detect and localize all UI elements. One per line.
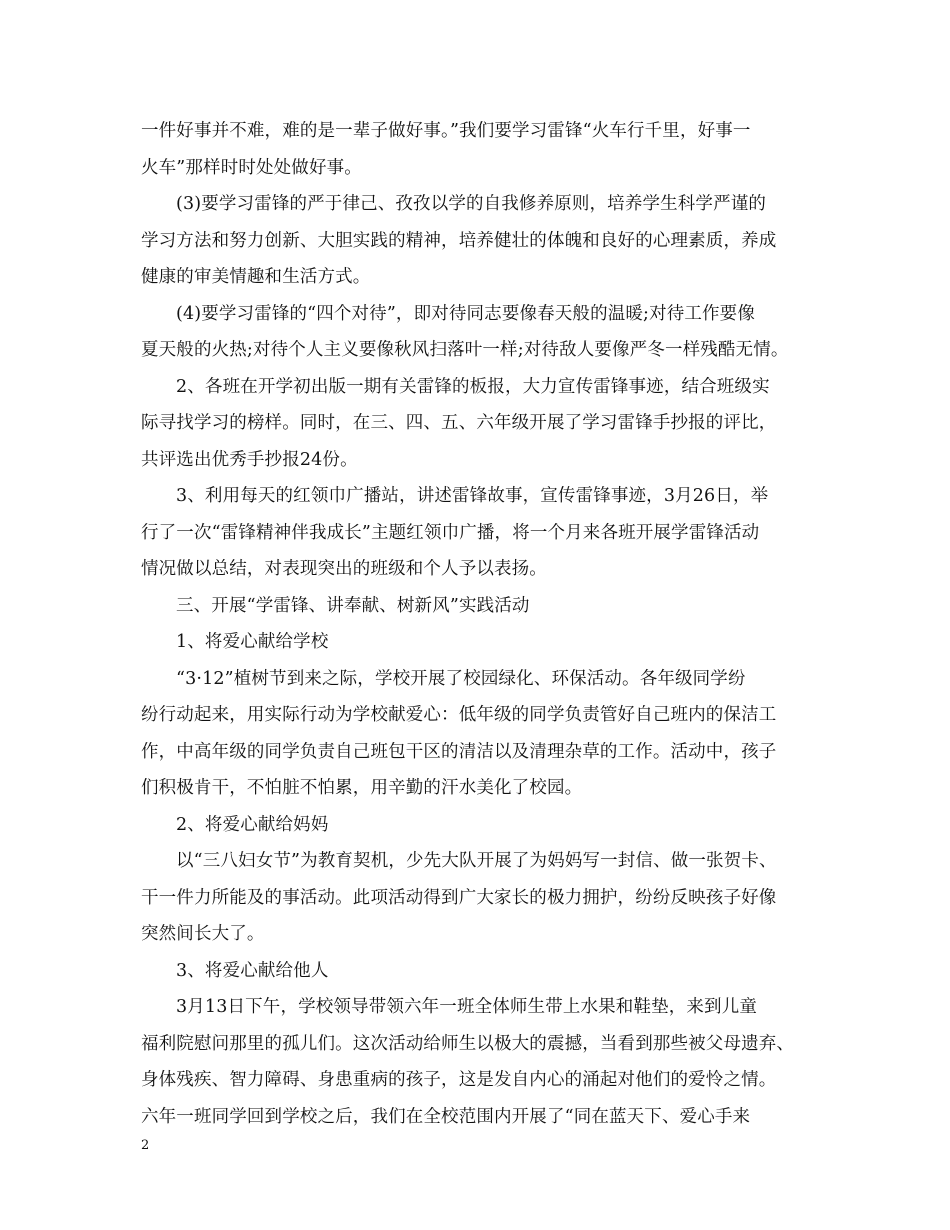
text-line: 六年一班同学回到学校之后，我们在全校范围内开展了“同在蓝天下、爱心手来	[141, 1106, 751, 1127]
text-line: 作，中高年级的同学负责自己班包干区的清洁以及清理杂草的工作。活动中，孩子	[141, 741, 777, 762]
text-line: 3月13日下午，学校领导带领六年一班全体师生带上水果和鞋垫，来到儿童	[176, 997, 757, 1017]
text-line: 一件好事并不难，难的是一辈子做好事。”我们要学习雷锋“火车行千里，好事一	[141, 121, 751, 141]
text-line: 以“三八妇女节”为教育契机，少先大队开展了为妈妈写一封信、做一张贺卡、	[176, 851, 777, 871]
text-line: “3·12”植树节到来之际，学校开展了校园绿化、环保活动。各年级同学纷	[176, 668, 746, 689]
text-line: 三、开展“学雷锋、讲奉献、树新风”实践活动	[176, 595, 530, 616]
text-line: 2、各班在开学初出版一期有关雷锋的板报，大力宣传雷锋事迹，结合班级实	[176, 376, 770, 397]
text-line: 情况做以总结，对表现突出的班级和个人予以表扬。	[141, 559, 547, 579]
page-number: 2	[141, 1138, 150, 1153]
text-line: 身体残疾、智力障碍、身患重病的孩子，这是发自内心的涌起对他们的爱怜之情。	[141, 1070, 777, 1090]
text-line: 2、将爱心献给妈妈	[176, 814, 329, 835]
text-line: 们积极肯干，不怕脏不怕累，用辛勤的汗水美化了校园。	[141, 778, 583, 798]
document-lines	[141, 113, 826, 1135]
text-line: 健康的审美情趣和生活方式。	[141, 267, 371, 287]
text-line: 突然间长大了。	[141, 924, 265, 944]
text-line: 福利院慰问那里的孤儿们。这次活动给师生以极大的震撼，当看到那些被父母遗弃、	[141, 1033, 795, 1054]
text-line: 3、利用每天的红领巾广播站，讲述雷锋故事，宣传雷锋事迹，3月26日，举	[176, 486, 769, 506]
text-line: 火车”那样时时处处做好事。	[141, 157, 362, 178]
text-line: 行了一次“雷锋精神伴我成长”主题红领巾广播，将一个月来各班开展学雷锋活动	[141, 522, 760, 543]
text-line: 夏天般的火热;对待个人主义要像秋风扫落叶一样;对待敌人要像严冬一样残酷无情。	[141, 340, 789, 360]
text-line: 学习方法和努力创新、大胆实践的精神，培养健壮的体魄和良好的心理素质，养成	[141, 230, 777, 251]
document-body	[141, 113, 826, 1135]
text-line: 共评选出优秀手抄报24份。	[141, 449, 358, 470]
text-line: 1、将爱心献给学校	[176, 632, 329, 652]
text-line: 际寻找学习的榜样。同时，在三、四、五、六年级开展了学习雷锋手抄报的评比，	[141, 413, 777, 433]
text-line: 干一件力所能及的事活动。此项活动得到广大家长的极力拥护，纷纷反映孩子好像	[141, 887, 777, 908]
text-line: (3)要学习雷锋的严于律己、孜孜以学的自我修养原则，培养学生科学严谨的	[176, 194, 767, 214]
text-line: 3、将爱心献给他人	[176, 960, 329, 981]
text-line: (4)要学习雷锋的“四个对待”，即对待同志要像春天般的温暖;对待工作要像	[176, 303, 755, 324]
text-line: 纷行动起来，用实际行动为学校献爱心：低年级的同学负责管好自己班内的保洁工	[141, 705, 777, 725]
